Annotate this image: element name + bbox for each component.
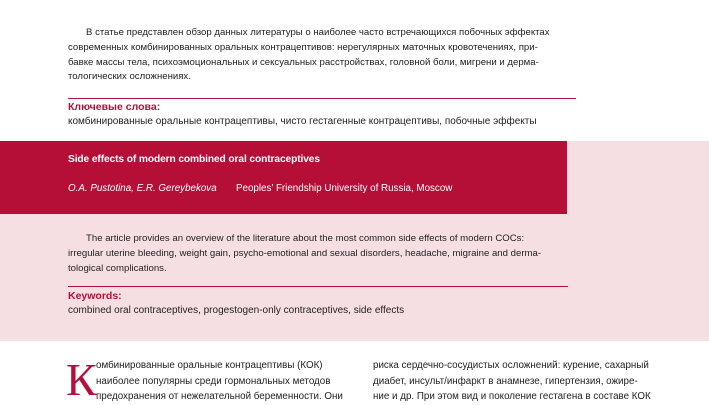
dropcap-letter: К (66, 354, 97, 405)
body-line: наиболее популярны среди гормональных методов (96, 375, 331, 387)
ru-abstract-line: В статье представлен обзор данных литературы о наиболее часто встречающихся побочных эффектах (86, 27, 550, 38)
ru-abstract-line: бавке массы тела, психоэмоциональных и сексуальных расстройствах, головной боли, мигрени и дерма- (68, 56, 539, 68)
ru-keywords-divider (68, 98, 576, 99)
en-article-title: Side effects of modern combined oral contraceptives (68, 154, 320, 165)
en-abstract-line: irregular uterine bleeding, weight gain, psycho-emotional and sexual disorders, headache, migraine and derma- (68, 248, 542, 259)
en-keywords-text: combined oral contraceptives, progestogen-only contraceptives, side effects (68, 305, 405, 316)
en-keywords-title: Keywords: (68, 290, 122, 302)
en-keywords-divider (68, 286, 568, 287)
ru-keywords-text: комбинированные оральные контрацептивы, чисто гестагенные контрацептивы, побочные эффекты (68, 116, 537, 127)
body-column-right (373, 358, 685, 405)
en-abstract-line: tological complications. (68, 263, 167, 274)
ru-keywords-title: Ключевые слова: (68, 101, 161, 113)
en-header-band-pink (567, 141, 709, 214)
ru-abstract-line: тологических осложнениях. (68, 71, 191, 83)
body-line: ние и др. При этом вид и поколение гестагена в составе КОК (373, 391, 651, 403)
body-line: предохранения от нежелательной беременности. Они (96, 391, 343, 403)
en-abstract (68, 231, 568, 276)
en-abstract-line: The article provides an overview of the literature about the most common side effects of modern COCs: (86, 233, 525, 244)
ru-abstract-line: современных комбинированных оральных контрацептивов: нерегулярных маточных кровотечениях, при- (68, 41, 538, 53)
en-affiliation: Peoples’ Friendship University of Russia, Moscow (236, 183, 453, 194)
en-authors: O.A. Pustotina, E.R. Gereybekova (68, 183, 217, 194)
body-line: диабет, инсульт/инфаркт в анамнезе, гипертензия, ожире- (373, 375, 638, 387)
en-header-band (0, 141, 567, 214)
body-line: омбинированные оральные контрацептивы (КОК) (96, 360, 323, 371)
body-line: риска сердечно-сосудистых осложнений: курение, сахарный (373, 360, 649, 371)
ru-abstract (68, 26, 568, 85)
body-column-left (96, 358, 349, 405)
